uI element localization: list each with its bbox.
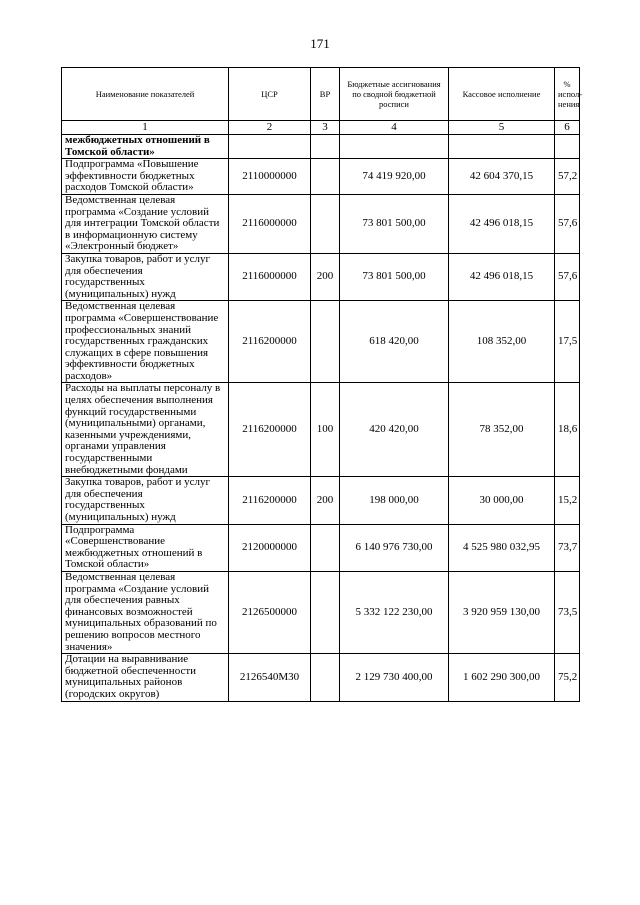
row-vr: [311, 135, 340, 159]
table-row: [62, 301, 580, 383]
row-assigned: 5 332 122 230,00: [340, 571, 449, 653]
row-csr: 2120000000: [229, 524, 311, 571]
column-number: 1: [62, 121, 229, 135]
row-vr: [311, 571, 340, 653]
table-row: [62, 159, 580, 195]
row-assigned: [340, 135, 449, 159]
row-cash: 42 496 018,15: [449, 253, 555, 300]
row-vr: 100: [311, 383, 340, 477]
row-assigned: 198 000,00: [340, 477, 449, 524]
row-assigned: 2 129 730 400,00: [340, 654, 449, 701]
row-name: Закупка товаров, работ и услуг для обеспечения государственных (муниципальных) нужд: [62, 253, 229, 300]
row-cash: 3 920 959 130,00: [449, 571, 555, 653]
row-name: Подпрограмма «Повышение эффективности бюджетных расходов Томской области»: [62, 159, 229, 195]
row-cash: 1 602 290 300,00: [449, 654, 555, 701]
row-cash: 42 496 018,15: [449, 194, 555, 253]
row-assigned: 618 420,00: [340, 301, 449, 383]
row-name: Ведомственная целевая программа «Создание условий для обеспечения равных финансовых возможностей муниципальных образований по решению вопросов местного значения»: [62, 571, 229, 653]
row-percent: 57,6: [555, 253, 580, 300]
row-percent: [555, 135, 580, 159]
row-cash: 42 604 370,15: [449, 159, 555, 195]
row-csr: 2116200000: [229, 477, 311, 524]
column-number: 5: [449, 121, 555, 135]
table-row: [62, 524, 580, 571]
row-csr: [229, 135, 311, 159]
row-name: Закупка товаров, работ и услуг для обеспечения государственных (муниципальных) нужд: [62, 477, 229, 524]
row-name: Ведомственная целевая программа «Создание условий для интеграции Томской области в информационную систему «Электронный бюджет»: [62, 194, 229, 253]
row-assigned: 420 420,00: [340, 383, 449, 477]
header-vr: ВР: [311, 68, 340, 121]
header-assigned: Бюджетные ассигнования по сводной бюджетной росписи: [340, 68, 449, 121]
row-vr: [311, 194, 340, 253]
row-percent: 75,2: [555, 654, 580, 701]
row-vr: [311, 301, 340, 383]
row-vr: 200: [311, 253, 340, 300]
row-cash: 78 352,00: [449, 383, 555, 477]
page-number: 171: [310, 36, 330, 51]
row-percent: 57,6: [555, 194, 580, 253]
row-csr: 2126540М30: [229, 654, 311, 701]
header-cash: Кассовое исполнение: [449, 68, 555, 121]
row-vr: [311, 524, 340, 571]
row-percent: 73,7: [555, 524, 580, 571]
header-name: Наименование показателей: [62, 68, 229, 121]
table-row: [62, 654, 580, 701]
row-vr: 200: [311, 477, 340, 524]
row-csr: 2116200000: [229, 301, 311, 383]
column-number: 3: [311, 121, 340, 135]
header-csr: ЦСР: [229, 68, 311, 121]
row-csr: 2126500000: [229, 571, 311, 653]
row-name: межбюджетных отношений в Томской области»: [62, 135, 229, 159]
row-percent: 57,2: [555, 159, 580, 195]
row-csr: 2116000000: [229, 253, 311, 300]
column-number: 4: [340, 121, 449, 135]
column-number: 6: [555, 121, 580, 135]
row-csr: 2116200000: [229, 383, 311, 477]
row-vr: [311, 654, 340, 701]
row-percent: 15,2: [555, 477, 580, 524]
row-csr: 2116000000: [229, 194, 311, 253]
table-row: [62, 135, 580, 159]
column-number-row: [62, 121, 580, 135]
row-cash: 108 352,00: [449, 301, 555, 383]
row-cash: 30 000,00: [449, 477, 555, 524]
row-vr: [311, 159, 340, 195]
column-number: 2: [229, 121, 311, 135]
row-cash: [449, 135, 555, 159]
row-assigned: 74 419 920,00: [340, 159, 449, 195]
row-name: Подпрограмма «Совершенствование межбюджетных отношений в Томской области»: [62, 524, 229, 571]
table-row: [62, 194, 580, 253]
row-name: Ведомственная целевая программа «Совершенствование профессиональных знаний государственных гражданских служащих в сфере повышения эффективности бюджетных расходов»: [62, 301, 229, 383]
header-percent: % испол-нения: [555, 68, 580, 121]
row-percent: 18,6: [555, 383, 580, 477]
row-csr: 2110000000: [229, 159, 311, 195]
row-percent: 73,5: [555, 571, 580, 653]
row-assigned: 73 801 500,00: [340, 253, 449, 300]
table-row: [62, 477, 580, 524]
row-assigned: 6 140 976 730,00: [340, 524, 449, 571]
table-row: [62, 253, 580, 300]
budget-execution-table: [61, 67, 583, 702]
row-name: Расходы на выплаты персоналу в целях обеспечения выполнения функций государственными (муниципальными) органами, казенными учреждениями, органами управления государственными внебюджетными фондами: [62, 383, 229, 477]
table-row: [62, 383, 580, 477]
table-row: [62, 571, 580, 653]
header-row: [62, 68, 580, 121]
row-cash: 4 525 980 032,95: [449, 524, 555, 571]
row-name: Дотации на выравнивание бюджетной обеспеченности муниципальных районов (городских округов): [62, 654, 229, 701]
row-assigned: 73 801 500,00: [340, 194, 449, 253]
row-percent: 17,5: [555, 301, 580, 383]
